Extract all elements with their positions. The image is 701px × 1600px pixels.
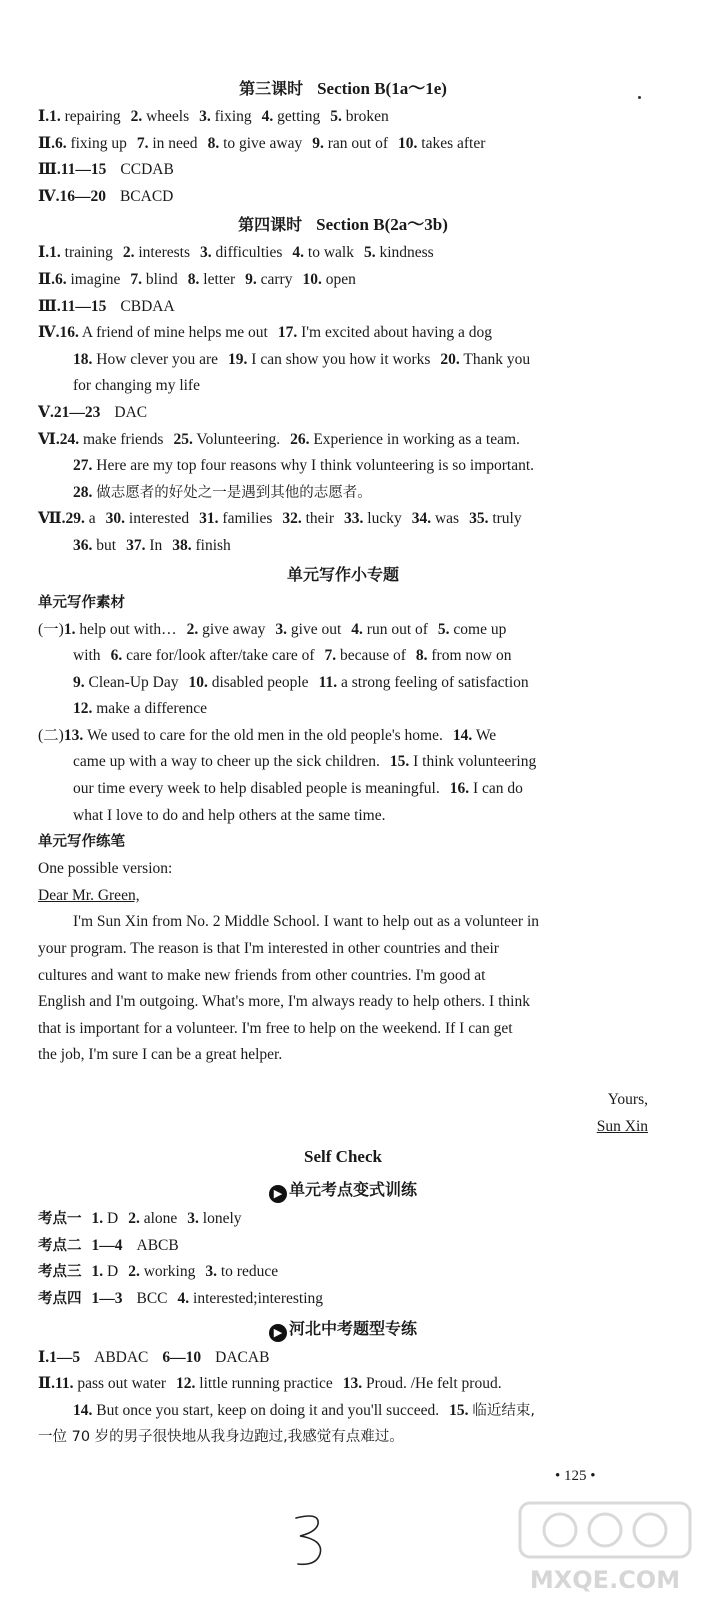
kaodian-4-line: 考点四 1—3 BCC 4. interested;interesting — [38, 1289, 324, 1307]
letter-salutation: Dear Mr. Green, — [38, 886, 140, 904]
letter-line: the job, I'm sure I can be a great helper. — [38, 1046, 283, 1064]
writing-heading: 单元写作小专题 — [286, 564, 399, 584]
letter-line: English and I'm outgoing. What's more, I'm always ready to help others. I think — [38, 993, 530, 1011]
writing-g2-line-1: (二)13. We used to care for the old men in the old people's home. 14. We — [38, 726, 497, 744]
arrow-circle-icon: ▶ — [269, 1324, 287, 1342]
training-heading: ▶ 单元考点变式训练 — [38, 1174, 648, 1206]
writing-g1-line-4: 12. make a difference — [73, 700, 207, 718]
lesson4-title-cn: 第四课时 — [238, 215, 303, 235]
letter-line: cultures and want to make new friends from other countries. I'm good at — [38, 966, 486, 984]
lesson3-line-3: Ⅲ.11—15 CCDAB — [38, 161, 174, 179]
lesson4-vii-line-1: Ⅶ.29. a 30. interested 31. families 32. their 33. lucky 34. was 35. truly — [38, 510, 522, 528]
kaodian-3-line: 考点三 1. D 2. working 3. to reduce — [38, 1263, 279, 1281]
lesson4-vi-line-2: 27. Here are my top four reasons why I think volunteering is so important. — [73, 457, 535, 475]
lesson4-line-1: Ⅰ.1. training 2. interests 3. difficulties 4. to walk 5. kindness — [38, 244, 434, 262]
lesson4-iv-line-2: 18. How clever you are 19. I can show you how it works 20. Thank you — [73, 350, 531, 368]
answer-page — [38, 74, 648, 1451]
self-check-title: Self Check — [304, 1147, 382, 1167]
arrow-circle-icon: ▶ — [269, 1185, 287, 1203]
handwritten-mark — [290, 1510, 330, 1570]
lesson4-vii-line-2: 36. but 37. In 38. finish — [73, 536, 231, 554]
writing-g1-line-1: (一)1. help out with… 2. give away 3. give out 4. run out of 5. come up — [38, 620, 507, 638]
lesson3-title-en: Section B(1a～1e) — [317, 79, 447, 98]
lesson4-heading — [38, 210, 648, 240]
lesson3-line-4: Ⅳ.16—20 BCACD — [38, 187, 174, 205]
watermark-emblem-icon — [510, 1495, 700, 1565]
writing-g2-line-2: came up with a way to cheer up the sick children. 15. I think volunteering — [73, 753, 537, 771]
lesson3-title-cn: 第三课时 — [239, 79, 304, 98]
letter-line: your program. The reason is that I'm interested in other countries and their — [38, 940, 499, 958]
letter-line: that is important for a volunteer. I'm free to help on the weekend. If I can get — [38, 1019, 513, 1037]
lesson4-iv-line-3: for changing my life — [73, 377, 200, 395]
lesson4-title-en: Section B(2a～3b) — [316, 215, 448, 235]
hebei-line-3: 14. But once you start, keep on doing it and you'll succeed. 15. 临近结束, — [73, 1401, 535, 1419]
hebei-line-1: Ⅰ.1—5 ABDAC 6—10 DACAB — [38, 1348, 270, 1366]
watermark-text: MXQE.COM — [529, 1566, 681, 1594]
watermark-logo — [510, 1495, 700, 1600]
lesson4-vi-line-1: Ⅵ.24. make friends 25. Volunteering. 26. Experience in working as a team. — [38, 430, 520, 448]
kaodian-1-line: 考点一 1. D 2. alone 3. lonely — [38, 1210, 242, 1228]
lesson4-line-2: Ⅱ.6. imagine 7. blind 8. letter 9. carry 10. open — [38, 270, 356, 288]
lesson3-heading — [38, 74, 648, 104]
lesson4-line-3: Ⅲ.11—15 CBDAA — [38, 297, 175, 315]
letter-version: One possible version: — [38, 860, 173, 878]
writing-g1-line-3: 9. Clean-Up Day 10. disabled people 11. a strong feeling of satisfaction — [73, 673, 529, 691]
lesson3-line-1: Ⅰ.1. repairing 2. wheels 3. fixing 4. getting 5. broken — [38, 108, 389, 125]
kaodian-2-line: 考点二 1—4 ABCB — [38, 1236, 179, 1254]
letter-signature: Sun Xin — [596, 1117, 648, 1135]
lesson4-iv-line-1: Ⅳ.16. A friend of mine helps me out 17. I'm excited about having a dog — [38, 324, 492, 342]
writing-g2-line-4: what I love to do and help others at the same time. — [73, 806, 386, 824]
writing-practice-title: 单元写作练笔 — [38, 834, 125, 851]
page-number: • 125 • — [555, 1468, 596, 1484]
lesson3-line-2: Ⅱ.6. fixing up 7. in need 8. to give away 9. ran out of 10. takes after — [38, 134, 486, 152]
writing-g2-line-3: our time every week to help disabled people is meaningful. 16. I can do — [73, 780, 523, 798]
letter-line: I'm Sun Xin from No. 2 Middle School. I want to help out as a volunteer in — [73, 913, 540, 931]
hebei-line-4: 一位 70 岁的男子很快地从我身边跑过,我感觉有点难过。 — [38, 1429, 404, 1446]
lesson4-vi-line-3: 28. 做志愿者的好处之一是遇到其他的志愿者。 — [73, 483, 372, 501]
lesson4-v-line: Ⅴ.21—23 DAC — [38, 403, 148, 421]
hebei-line-2: Ⅱ.11. pass out water 12. little running practice 13. Proud. /He felt proud. — [38, 1375, 502, 1393]
hebei-heading: ▶ 河北中考题型专练 — [38, 1313, 648, 1345]
letter-closing: Yours, — [607, 1091, 648, 1108]
writing-g1-line-2: with 6. care for/look after/take care of 7. because of 8. from now on — [73, 647, 512, 665]
writing-material-title: 单元写作素材 — [38, 594, 125, 611]
